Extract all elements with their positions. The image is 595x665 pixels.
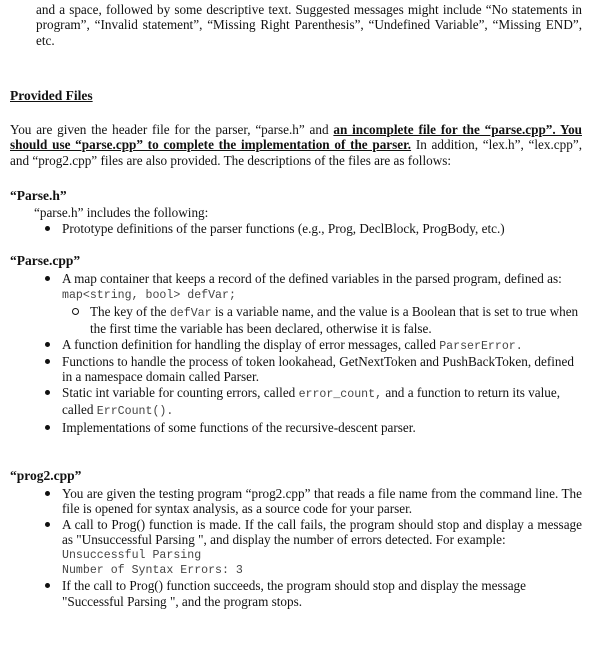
defvar-text-end: is a variable name, and the value is a Boolean that is set to true when the first time the variable has been declared, otherwise it is false. xyxy=(90,303,579,337)
prog2-cpp-title: “prog2.cpp” xyxy=(10,468,82,483)
defvar-text-start: The key of the xyxy=(90,303,170,319)
map-container-code: map<string, bool> defVar; xyxy=(62,289,236,303)
defvar-code: defVar xyxy=(169,306,212,320)
parse-h-title: “Parse.h” xyxy=(10,188,67,203)
parser-error-text: A function definition for handling the display of error messages, called xyxy=(62,336,440,352)
parse-cpp-sublist xyxy=(62,304,582,337)
error-count-text-mid: and a function to return its value, called xyxy=(62,384,561,418)
prog-call-text: A call to Prog() function is made. If the call fails, the program should stop and display a message as "Unsuccessful Parsing ", and display the number of errors detected. For example: xyxy=(62,516,582,548)
list-item xyxy=(34,385,582,420)
prog2-cpp-list xyxy=(34,486,582,609)
example-output-line-1: Unsuccessful Parsing xyxy=(62,548,202,562)
list-item: If the call to Prog() function succeeds, the program should stop and display the message "Successful Parsing ", and the program stops. xyxy=(34,578,582,609)
provided-files-heading: Provided Files xyxy=(10,88,93,103)
list-item xyxy=(34,271,582,337)
provided-files-text-start: You are given the header file for the parser, “parse.h” and xyxy=(10,122,334,137)
parse-cpp-title: “Parse.cpp” xyxy=(10,253,81,268)
error-count-text-start: Static int variable for counting errors, called xyxy=(62,384,299,400)
parser-error-code: ParserError. xyxy=(439,339,523,353)
list-item: Functions to handle the process of token lookahead, GetNextToken and PushBackToken, defined in a namespace domain called Parser. xyxy=(34,354,582,385)
list-item: Prototype definitions of the parser functions (e.g., Prog, DeclBlock, ProgBody, etc.) xyxy=(34,221,582,236)
parse-h-list xyxy=(34,221,582,236)
error-count-code: error_count, xyxy=(298,387,383,401)
example-output-line-2: Number of Syntax Errors: 3 xyxy=(62,564,243,578)
list-item: Implementations of some functions of the recursive-descent parser. xyxy=(34,420,582,435)
list-item xyxy=(34,517,582,579)
list-item xyxy=(34,337,582,354)
provided-files-paragraph xyxy=(10,122,582,168)
provided-files-text-end: In addition, “lex.h”, “lex.cpp”, and “prog2.cpp” files are also provided. The descriptions of the files are as follows: xyxy=(10,137,582,168)
errcount-code: ErrCount(). xyxy=(96,405,174,419)
intro-paragraph: and a space, followed by some descriptive text. Suggested messages might include “No statements in program”, “Invalid statement”, “Missing Right Parenthesis”, “Undefined Variable”, “Missing END”, etc. xyxy=(36,2,582,48)
parse-cpp-list xyxy=(34,271,582,435)
sub-list-item xyxy=(62,304,582,337)
provided-files-emphasis: an incomplete file for the “parse.cpp”. You should use “parse.cpp” to complete the implementation of the parser. xyxy=(10,122,582,153)
parse-h-description: “parse.h” includes the following: xyxy=(34,205,209,220)
map-container-text: A map container that keeps a record of the defined variables in the parsed program, defined as: xyxy=(62,271,562,286)
list-item: You are given the testing program “prog2.cpp” that reads a file name from the command line. The file is opened for syntax analysis, as a source code for your parser. xyxy=(34,486,582,517)
